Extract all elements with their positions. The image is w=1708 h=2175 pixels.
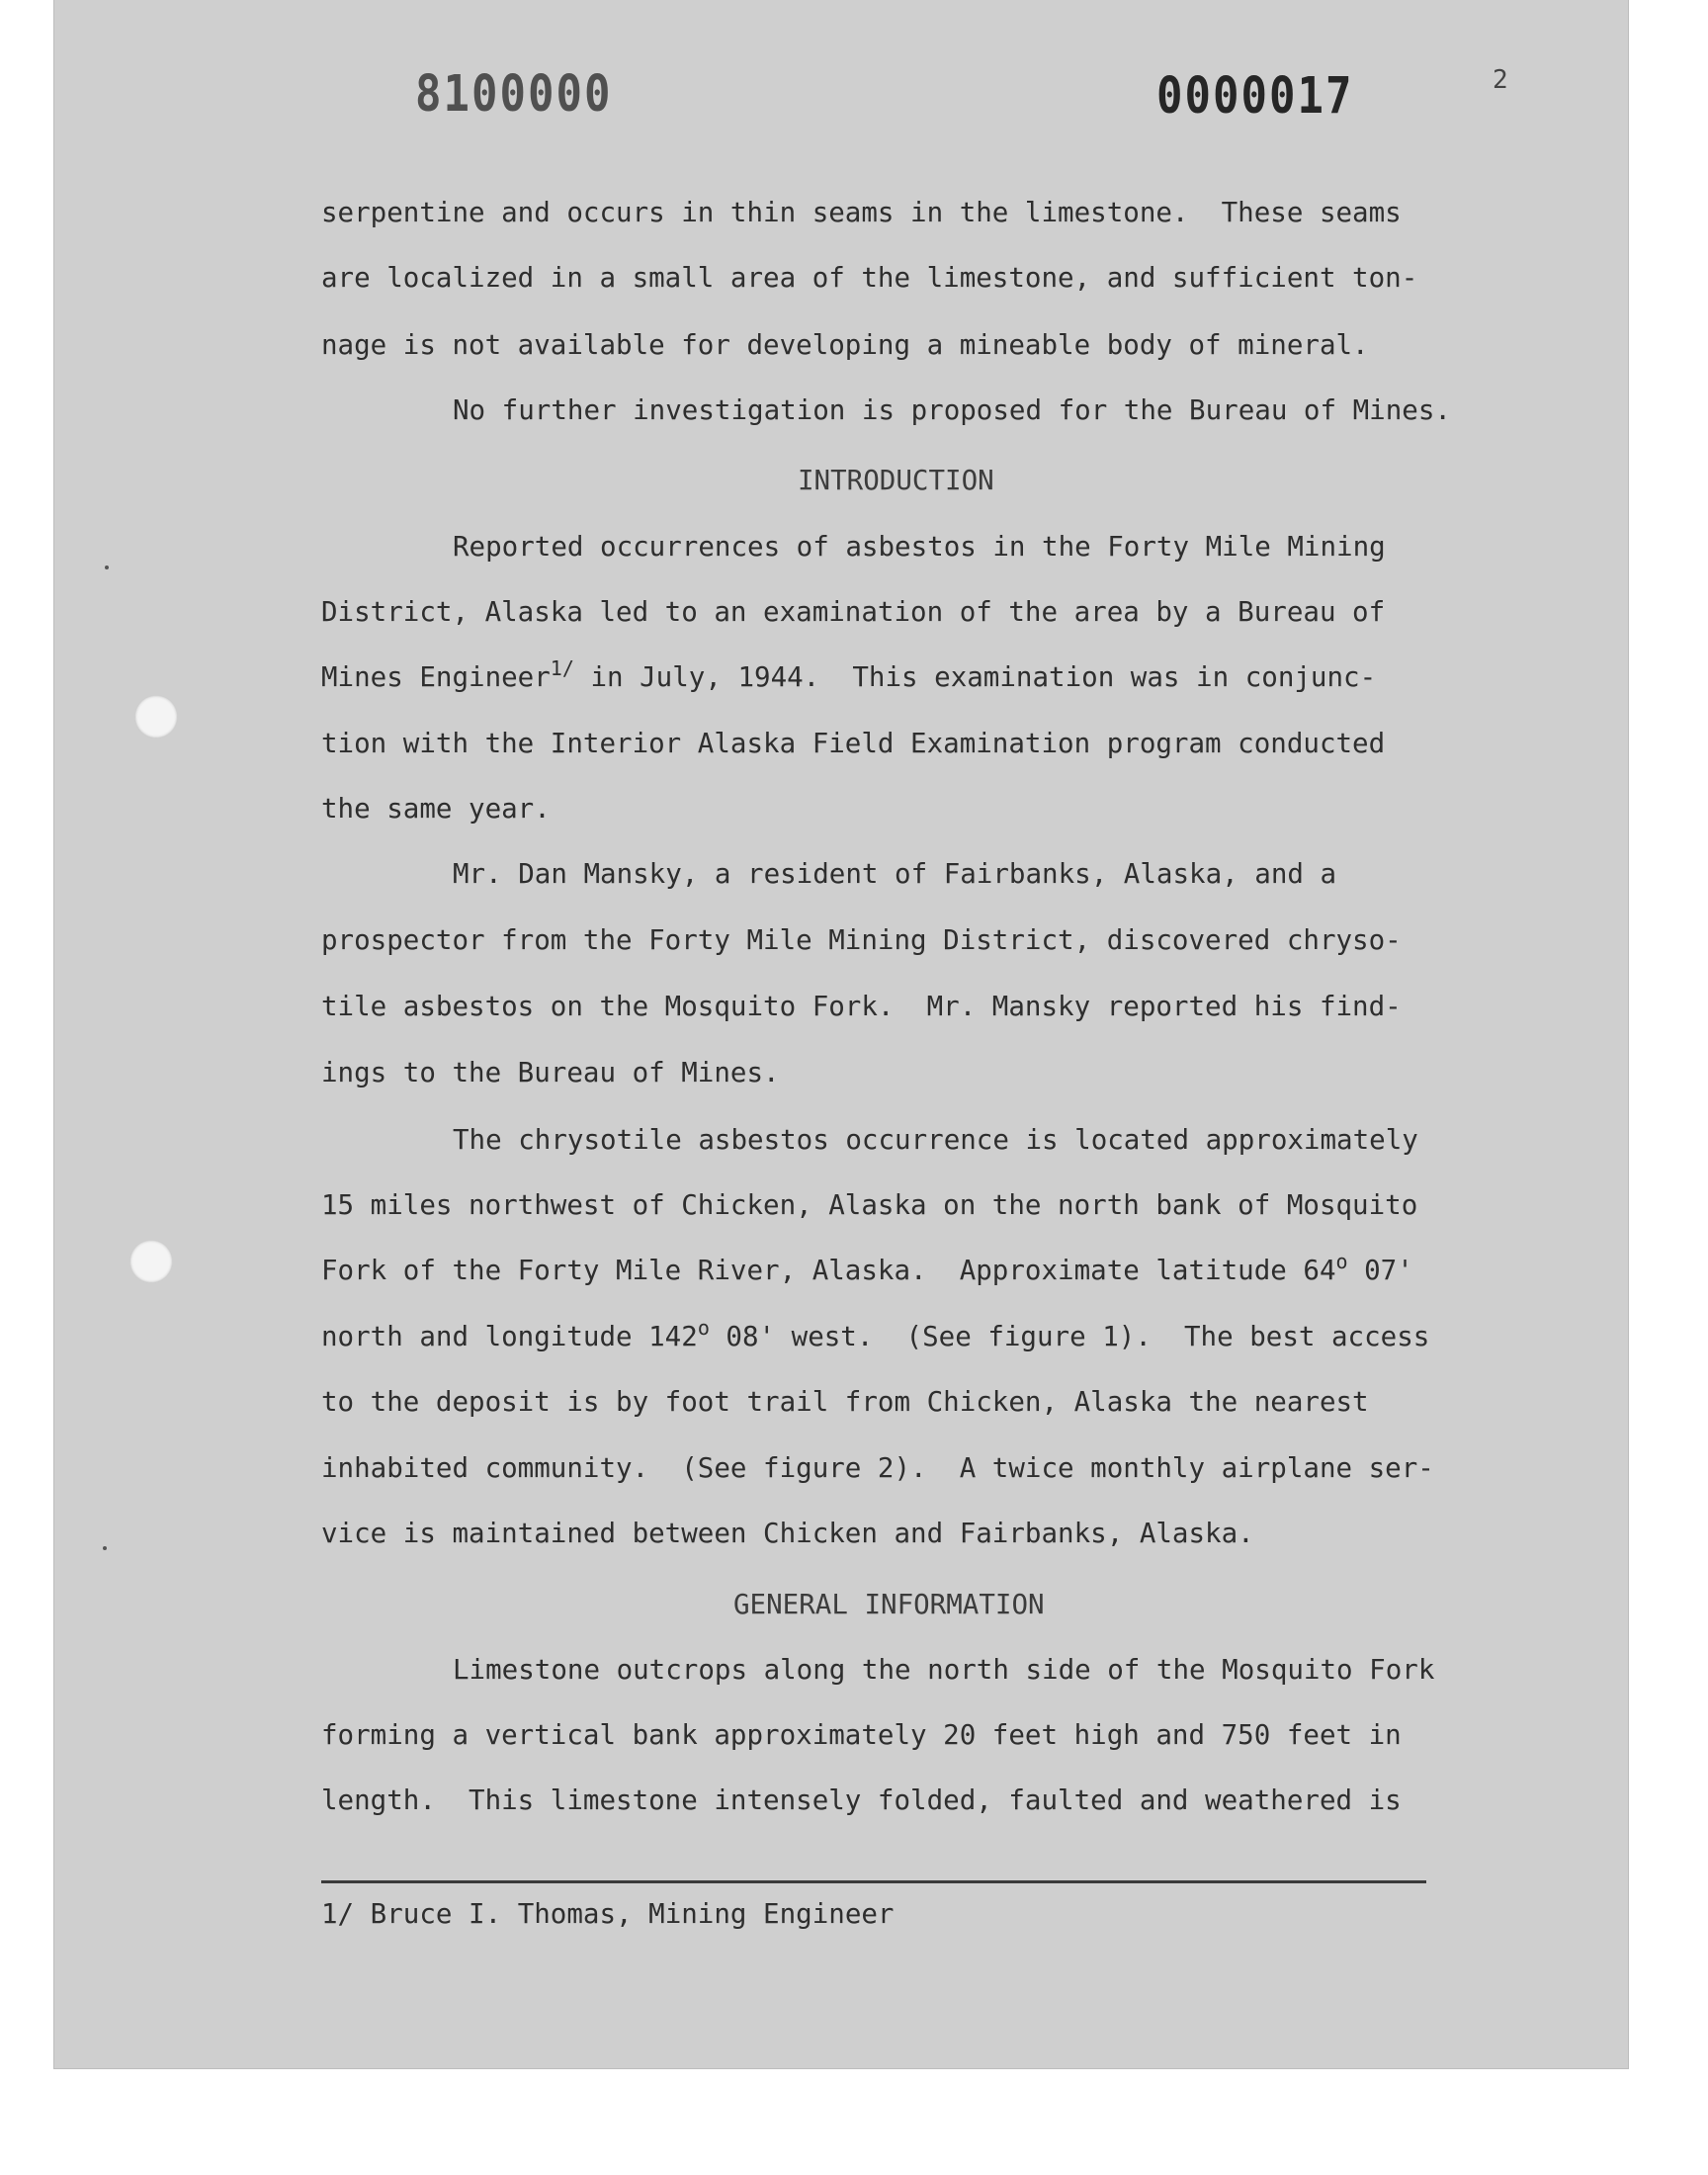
punch-hole-bottom bbox=[129, 1240, 173, 1283]
body-line: inhabited community. (See figure 2). A twice monthly airplane ser- bbox=[321, 1452, 1434, 1484]
body-line: to the deposit is by foot trail from Chicken, Alaska the nearest bbox=[321, 1386, 1369, 1418]
document-stamp-left: 8100000 bbox=[415, 65, 613, 124]
body-line: No further investigation is proposed for the Bureau of Mines. bbox=[453, 394, 1451, 426]
body-text: 07' bbox=[1347, 1255, 1413, 1286]
footnote bbox=[321, 1898, 895, 1930]
body-line-with-footnote-ref bbox=[321, 656, 1377, 693]
body-text: Fork of the Forty Mile River, Alaska. Approximate latitude 64 bbox=[321, 1255, 1336, 1286]
punch-hole-top bbox=[134, 695, 178, 739]
document-stamp-right: 0000017 bbox=[1156, 67, 1354, 126]
body-text: in July, 1944. This examination was in conjunc- bbox=[573, 661, 1377, 693]
body-line: forming a vertical bank approximately 20 feet high and 750 feet in bbox=[321, 1719, 1402, 1751]
body-line: length. This limestone intensely folded, faulted and weathered is bbox=[321, 1784, 1402, 1816]
body-line: vice is maintained between Chicken and Fairbanks, Alaska. bbox=[321, 1518, 1254, 1549]
footnote-reference: 1/ bbox=[550, 656, 574, 680]
body-line: prospector from the Forty Mile Mining District, discovered chryso- bbox=[321, 924, 1402, 956]
body-line: Mr. Dan Mansky, a resident of Fairbanks, Alaska, and a bbox=[453, 858, 1337, 890]
footnote-divider bbox=[321, 1880, 1426, 1883]
body-line: Reported occurrences of asbestos in the Forty Mile Mining bbox=[453, 531, 1386, 563]
body-line: the same year. bbox=[321, 793, 551, 825]
body-line: are localized in a small area of the limestone, and sufficient ton- bbox=[321, 262, 1418, 294]
body-line: nage is not available for developing a mineable body of mineral. bbox=[321, 329, 1369, 361]
footnote-marker: 1/ bbox=[321, 1898, 355, 1930]
body-line: Limestone outcrops along the north side of the Mosquito Fork bbox=[453, 1654, 1435, 1686]
body-line: The chrysotile asbestos occurrence is located approximately bbox=[453, 1124, 1418, 1156]
body-line: 15 miles northwest of Chicken, Alaska on the north bank of Mosquito bbox=[321, 1189, 1418, 1221]
footnote-text: Bruce I. Thomas, Mining Engineer bbox=[354, 1898, 895, 1930]
body-line-longitude bbox=[321, 1316, 1430, 1352]
page-number: 2 bbox=[1493, 65, 1508, 95]
body-line: District, Alaska led to an examination of the area by a Bureau of bbox=[321, 596, 1386, 628]
section-heading-introduction: INTRODUCTION bbox=[798, 465, 994, 496]
degree-symbol: o bbox=[1335, 1250, 1348, 1273]
body-line: tion with the Interior Alaska Field Examination program conducted bbox=[321, 728, 1386, 759]
speck bbox=[105, 566, 109, 569]
speck bbox=[103, 1546, 107, 1550]
body-text: 08' west. (See figure 1). The best access bbox=[709, 1321, 1430, 1352]
body-text: north and longitude 142 bbox=[321, 1321, 698, 1352]
body-line-latitude bbox=[321, 1250, 1413, 1286]
section-heading-general-information: GENERAL INFORMATION bbox=[733, 1589, 1045, 1620]
body-text: Mines Engineer bbox=[321, 661, 551, 693]
document-page bbox=[54, 0, 1628, 2068]
degree-symbol: o bbox=[697, 1316, 710, 1340]
body-line: serpentine and occurs in thin seams in the limestone. These seams bbox=[321, 197, 1402, 228]
body-line: ings to the Bureau of Mines. bbox=[321, 1057, 780, 1088]
body-line: tile asbestos on the Mosquito Fork. Mr. Mansky reported his find- bbox=[321, 991, 1402, 1022]
